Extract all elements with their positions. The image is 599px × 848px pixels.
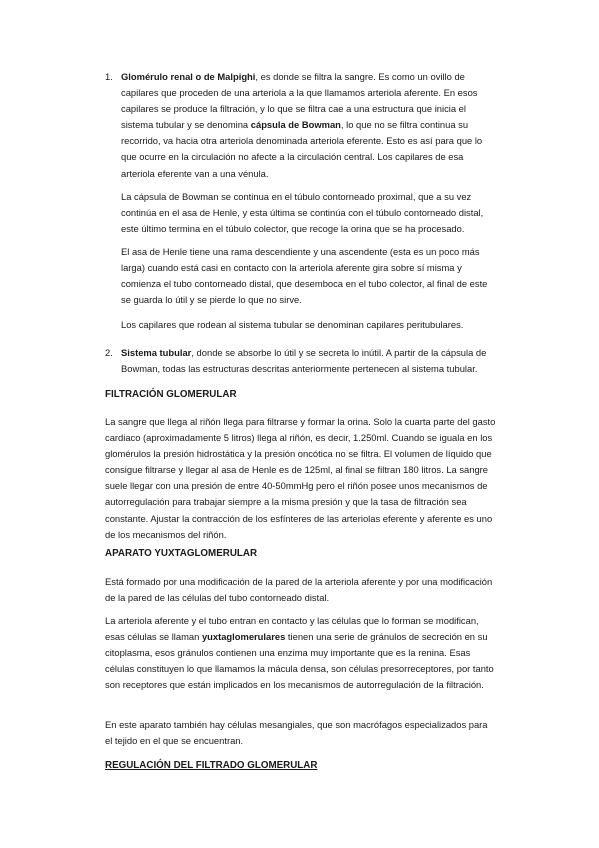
paragraph-asa-henle: El asa de Henle tiene una rama descendiente y una ascendente (esta es un poco más larga) cuando está casi en contacto con la arteriola aferente gira sobre sí misma y comienza el tubo contorneado distal, que desemboca en el tubo colector, al final de este se guarda lo útil y se pierde lo que no sirve. — [121, 246, 488, 306]
list-number-2: 2. — [105, 347, 113, 358]
heading-aparato: APARATO YUXTAGLOMERULAR — [105, 548, 258, 559]
paragraph-aparato-3: En este aparato también hay células mesangiales, que son macrófagos especializados para el tejido en el que se encuentran. — [105, 719, 488, 747]
list-item-1-text-2: , lo que no se filtra continua su recorrido, va hacia otra arteriola denominada arteriola eferente. Esto es así para que lo que ocurre en la circulación no afecte a la circulación central. Los capilares de esa arteriola eferente van a una vénula. — [121, 119, 483, 179]
term-sistema-tubular: Sistema tubular — [121, 347, 192, 358]
heading-regulacion: REGULACIÓN DEL FILTRADO GLOMERULAR — [105, 760, 318, 771]
paragraph-aparato-1: Está formado por una modificación de la pared de la arteriola aferente y por una modificación de la pared de las células del tubo contorneado distal. — [105, 576, 493, 604]
paragraph-filtracion: La sangre que llega al riñón llega para filtrarse y formar la orina. Solo la cuarta parte del gasto cardiaco (aproximadamente 5 litros) llega al riñón, es decir, 1.250ml. Cuando se iguala en los glomérulos la presión hidrostática y la presión oncótica no se filtra. El volumen de líquido que consigue filtrarse y llegar al asa de Henle es de 125ml, al final se filtran 180 litros. La sangre suele llegar con una presión de entre 40-50mmHg pero el riñón posee unos mecanismos de autorregulación para trabajar siempre a la misma presión y que la tasa de filtración sea constante. Ajustar la contracción de los esfínteres de las arteriolas eferente y aferente es uno de los mecanismos del riñón. — [105, 416, 496, 540]
list-item-2 — [121, 345, 497, 377]
paragraph-aparato-2-after: tienen una serie de gránulos de secreción en su citoplasma, esos gránulos contienen una enzima muy importante que es la renina. Esas células constituyen lo que llamamos la mácula densa, son células presorreceptores, por tanto son receptores que están implicados en los mecanismos de autorregulación de la filtración. — [105, 631, 494, 691]
term-glomerulo: Glomérulo renal o de Malpighi — [121, 71, 256, 82]
paragraph-capsula: La cápsula de Bowman se continua en el túbulo contorneado proximal, que a su vez continúa en el asa de Henle, y esta última se continúa con el túbulo contorneado distal, este último termina en el túbulo colector, que recoge la orina que se ha procesado. — [121, 191, 484, 235]
list-item-2-text: , donde se absorbe lo útil y se secreta lo inútil. A partir de la cápsula de Bowman, todas las estructuras descritas anteriormente pertenecen al sistema tubular. — [121, 347, 487, 375]
paragraph-aparato-2-before: La arteriola aferente y el tubo entran en contacto y las células que lo forman se modifican, esas células se llaman — [105, 615, 479, 643]
paragraph-capilares: Los capilares que rodean al sistema tubular se denominan capilares peritubulares. — [121, 319, 464, 330]
term-yuxtaglomerulares: yuxtaglomerulares — [201, 631, 286, 643]
list-number-1: 1. — [105, 71, 113, 82]
heading-filtracion: FILTRACIÓN GLOMERULAR — [105, 389, 237, 400]
paragraph-aparato-2 — [105, 613, 497, 693]
list-item-1-text: , es donde se filtra la sangre. Es como un ovillo de capilares que proceden de una arteriola a la que llamamos arteriola aferente. En esos capilares se produce la filtración, y lo que se filtra cae a una estructura que inicia el sistema tubular y se denomina — [121, 71, 478, 131]
list-item-1 — [121, 69, 497, 182]
term-capsula-bowman: cápsula de Bowman — [250, 119, 341, 131]
